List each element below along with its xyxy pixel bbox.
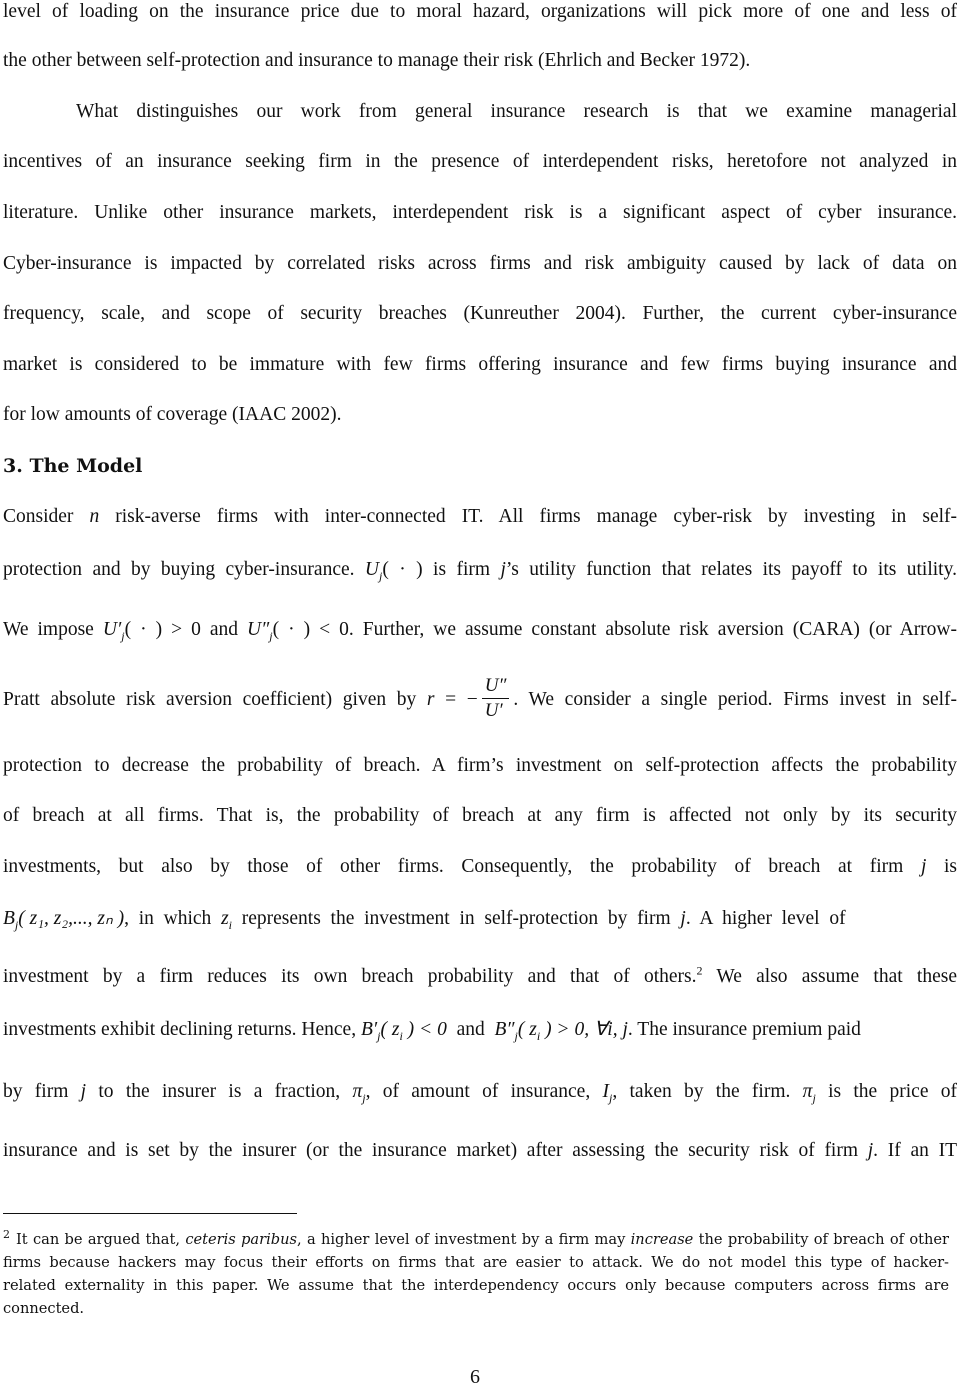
body-text-line: the other between self-protection and insurance to manage their risk (Ehrlich and Becker 1972). <box>3 50 751 71</box>
math-first-derivative <box>102 619 201 643</box>
body-text-line: protection to decrease the probability of breach. A firm’s investment on self-protection affects the probability <box>3 755 957 776</box>
body-text-line: incentives of an insurance seeking firm in the presence of interdependent risks, heretofore not analyzed in <box>3 151 957 172</box>
body-text-line: What distinguishes our work from general insurance research is that we examine managerial <box>76 101 957 122</box>
body-text-line <box>3 505 957 529</box>
math-n: n <box>89 506 100 527</box>
text: We impose <box>3 619 103 640</box>
text: . The insurance premium paid <box>627 1019 861 1040</box>
math-args: ) < 0 <box>402 1019 447 1040</box>
body-text-line: literature. Unlike other insurance markets, interdependent risk is a significant aspect of cyber insurance. <box>3 202 957 223</box>
math-pi <box>802 1081 816 1105</box>
text: the probability of breach of other <box>693 1231 949 1248</box>
text: We also assume that these <box>702 966 957 987</box>
math-subscript: j <box>379 568 383 583</box>
text: ’s utility function that relates its payoff to its utility. <box>505 559 957 580</box>
footnote-mark: 2 <box>3 1228 10 1242</box>
footnote-reference[interactable]: 2 <box>696 963 703 978</box>
body-text-line <box>3 1139 957 1163</box>
text: risk-averse firms with inter-connected IT. All firms manage cyber-risk by investing in self- <box>99 506 957 527</box>
math-args: ) > 0, ∀i, j <box>540 1019 628 1040</box>
body-text-line <box>3 855 957 879</box>
text: insurance and is set by the insurer (or the insurance market) after assessing the security risk of firm <box>3 1140 868 1161</box>
text: and <box>446 1019 495 1040</box>
text: , taken by the firm. <box>612 1081 803 1102</box>
math-j: j <box>867 1140 874 1161</box>
body-text-line <box>3 1080 957 1104</box>
text: , a higher level of investment by a firm may <box>297 1231 631 1248</box>
footnote-line: connected. <box>3 1300 85 1317</box>
math-second-derivative-B <box>494 1019 628 1043</box>
text: protection and by buying cyber-insurance. <box>3 559 365 580</box>
math-subscript: i <box>536 1028 541 1043</box>
body-text-line: level of loading on the insurance price due to moral hazard, organizations will pick more of one and less of <box>3 1 957 22</box>
math-symbol: B″ <box>494 1019 515 1040</box>
section-heading: 3. The Model <box>3 455 143 477</box>
math-subscript: j <box>14 917 19 932</box>
body-text-line: for low amounts of coverage (IAAC 2002). <box>3 404 342 425</box>
fraction-numerator: U″ <box>482 675 510 699</box>
math-j: j <box>500 559 506 580</box>
text: Pratt absolute risk aversion coefficient) given by <box>3 689 427 710</box>
text: . We consider a single period. Firms invest in self- <box>513 689 958 710</box>
text: , of amount of insurance, <box>365 1081 603 1102</box>
footnote-italic: ceteris paribus <box>185 1231 298 1248</box>
math-args: ( · ) < 0 <box>272 619 349 640</box>
math-z <box>221 908 232 932</box>
text: and <box>200 619 248 640</box>
body-text-line: Cyber-insurance is impacted by correlated risks across firms and risk ambiguity caused by lack of data on <box>3 253 957 274</box>
text: . A higher level of <box>685 908 846 929</box>
math-second-derivative <box>247 619 349 643</box>
math-j: j <box>80 1081 87 1102</box>
footnote-line: firms because hackers may focus their efforts on firms that are easier to attack. We do not model this type of hacker- <box>3 1254 949 1271</box>
text: investments, but also by those of other firms. Consequently, the probability of breach at firm <box>3 856 921 877</box>
math-symbol: B <box>3 908 15 929</box>
math-subscript: j <box>514 1028 518 1043</box>
math-subscript: j <box>269 628 273 643</box>
math-args: ( z <box>517 1019 537 1040</box>
math-I <box>602 1081 613 1105</box>
math-subscript: j <box>121 628 125 643</box>
math-args: ( z₁, z₂,..., zₙ ) <box>18 908 125 929</box>
text: . If an IT <box>873 1140 957 1161</box>
body-text-line <box>3 1018 957 1042</box>
footnote-italic: increase <box>630 1231 694 1248</box>
text: investments exhibit declining returns. Hence, <box>3 1019 361 1040</box>
math-r: r <box>426 689 435 710</box>
text: investment by a firm reduces its own breach probability and that of others. <box>3 966 697 987</box>
text: to the insurer is a fraction, <box>86 1081 353 1102</box>
math-subscript: j <box>377 1028 381 1043</box>
text: . Further, we assume constant absolute risk aversion (CARA) (or Arrow- <box>348 619 958 640</box>
math-subscript: j <box>608 1090 613 1105</box>
math-symbol: B′ <box>360 1019 378 1040</box>
math-symbol: U <box>364 559 379 580</box>
footnote-line <box>3 1228 949 1251</box>
body-text-line: market is considered to be immature with few firms offering insurance and few firms buying insurance and <box>3 354 957 375</box>
footnote-rule <box>3 1213 297 1214</box>
math-first-derivative-B <box>360 1019 447 1043</box>
body-text-line <box>3 618 957 642</box>
math-pi <box>352 1081 366 1105</box>
text: is the price of <box>815 1081 958 1102</box>
math-operator: = − <box>434 689 478 710</box>
body-text-line <box>3 907 957 931</box>
body-text-line <box>3 558 957 582</box>
page-number: 6 <box>470 1366 480 1388</box>
math-args: ( z <box>380 1019 400 1040</box>
text: represents the investment in self-protection by firm <box>232 908 681 929</box>
math-subscript: j <box>362 1090 366 1105</box>
math-args: ( · ) > 0 <box>124 619 201 640</box>
math-j: j <box>920 856 927 877</box>
math-symbol: z <box>221 908 229 929</box>
text: is firm <box>422 559 501 580</box>
text: by firm <box>3 1081 81 1102</box>
footnote-line: related externality in this paper. We assume that the interdependency occurs only because computers across firms are <box>3 1277 949 1294</box>
math-j: j <box>680 908 686 929</box>
math-fraction <box>482 675 510 722</box>
math-symbol: I <box>602 1081 609 1102</box>
body-text-line: frequency, scale, and scope of security breaches (Kunreuther 2004). Further, the current cyber-insurance <box>3 303 957 324</box>
text: It can be argued that, <box>16 1231 186 1248</box>
text: is <box>926 856 957 877</box>
body-text-line <box>3 965 957 989</box>
math-symbol: π <box>802 1081 813 1102</box>
math-symbol: π <box>352 1081 363 1102</box>
body-text-line <box>3 676 957 724</box>
math-symbol: U′ <box>102 619 122 640</box>
body-text-line: of breach at all firms. That is, the probability of breach at any firm is affected not only by its security <box>3 805 957 826</box>
math-utility-function <box>364 559 423 583</box>
math-symbol: U″ <box>247 619 270 640</box>
text: Consider <box>3 506 90 527</box>
math-breach-probability <box>3 908 125 932</box>
fraction-denominator: U′ <box>484 700 503 722</box>
math-subscript: j <box>812 1090 816 1105</box>
math-subscript: i <box>228 917 232 932</box>
math-args: ( · ) <box>382 559 423 580</box>
math-subscript: i <box>399 1028 403 1043</box>
text: , in which <box>124 908 222 929</box>
